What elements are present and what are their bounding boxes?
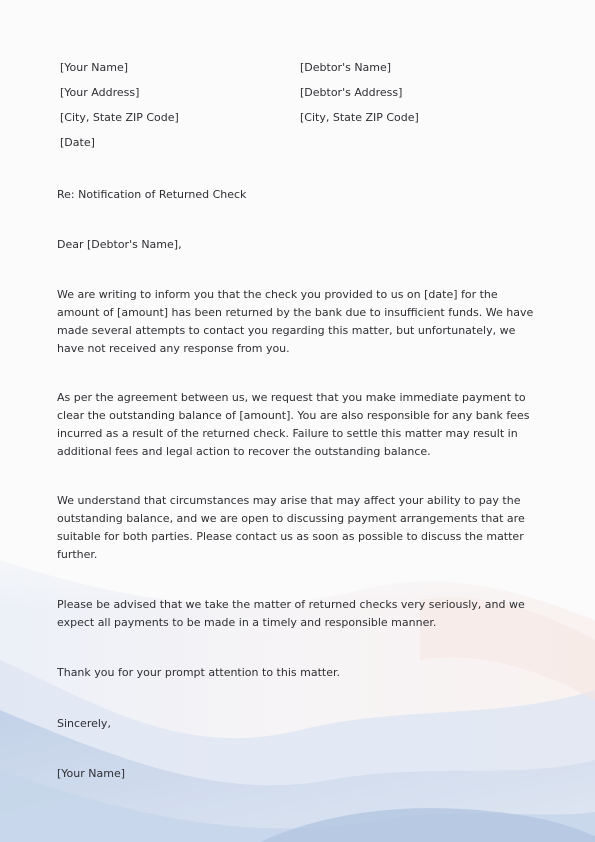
recipient-name: [Debtor's Name] [300, 61, 392, 74]
closing: Sincerely, [57, 717, 111, 730]
body-paragraph-1: We are writing to inform you that the check you provided to us on [date] for the amount of [amount] has been returned by the bank due to insufficient funds. We have made several attempts to contact you regarding this matter, but unfortunately, we have not received any response from you. [57, 288, 534, 355]
body-paragraph-4: Please be advised that we take the matter of returned checks very seriously, and we expect all payments to be made in a timely and responsible manner. [57, 598, 525, 629]
letter-date: [Date] [60, 136, 95, 149]
body-paragraph-5: Thank you for your prompt attention to this matter. [57, 666, 340, 679]
sender-city-state-zip: [City, State ZIP Code] [60, 111, 179, 124]
body-paragraph-2: As per the agreement between us, we request that you make immediate payment to clear the outstanding balance of [amount]. You are also responsible for any bank fees incurred as a result of the returned check. Failure to settle this matter may result in additional fees and legal action to recover the outstanding balance. [57, 391, 530, 458]
subject-line: Re: Notification of Returned Check [57, 188, 247, 201]
signature-name: [Your Name] [57, 767, 126, 780]
sender-name: [Your Name] [60, 61, 129, 74]
recipient-city-state-zip: [City, State ZIP Code] [300, 111, 419, 124]
sender-address: [Your Address] [60, 86, 140, 99]
salutation: Dear [Debtor's Name], [57, 238, 182, 251]
body-paragraph-3: We understand that circumstances may arise that may affect your ability to pay the outstanding balance, and we are open to discussing payment arrangements that are suitable for both parties. Please contact us as soon as possible to discuss the matter further. [57, 494, 525, 561]
recipient-address: [Debtor's Address] [300, 86, 403, 99]
